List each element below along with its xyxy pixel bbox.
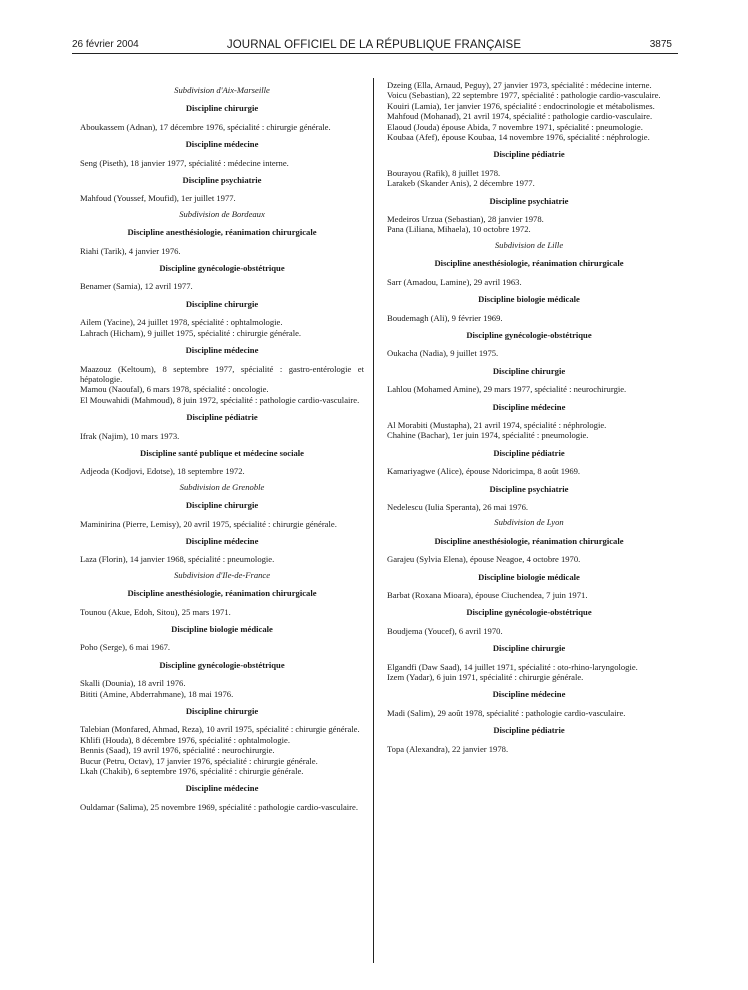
discipline-heading: Discipline gynécologie-obstétrique [159,263,285,274]
list-entry: Bourayou (Rafik), 8 juillet 1978. [387,167,501,178]
page-number: 3875 [649,39,672,50]
subdivision-heading: Subdivision de Bordeaux [179,208,265,219]
discipline-heading: Discipline médecine [492,401,566,412]
list-entry: Lahrach (Hicham), 9 juillet 1975, spécialité : chirurgie générale. [80,327,302,338]
discipline-heading: Discipline chirurgie [185,706,259,717]
list-entry: Poho (Serge), 6 mai 1967. [80,642,171,653]
discipline-heading: Discipline chirurgie [185,298,259,309]
list-entry: Boudemagh (Ali), 9 février 1969. [387,312,503,323]
discipline-heading: Discipline biologie médicale [478,294,580,305]
list-entry: Al Morabiti (Mustapha), 21 avril 1974, spécialité : néphrologie. [387,419,607,430]
list-entry: Riahi (Tarik), 4 janvier 1976. [80,245,181,256]
list-entry: Kouiri (Lamia), 1er janvier 1976, spécialité : endocrinologie et métabolismes. [387,100,655,111]
list-entry: Bennis (Saad), 19 avril 1976, spécialité : neurochirurgie. [80,745,275,756]
discipline-heading: Discipline gynécologie-obstétrique [159,659,285,670]
discipline-heading: Discipline anesthésiologie, réanimation chirurgicale [127,227,317,238]
list-entry: Kamariyagwe (Alice), épouse Ndoricimpa, 8 août 1969. [387,466,581,477]
discipline-heading: Discipline psychiatrie [182,175,262,186]
discipline-heading: Discipline médecine [185,345,259,356]
list-entry: Tounou (Akue, Edoh, Sitou), 25 mars 1971. [80,606,231,617]
list-entry: Koubaa (Afef), épouse Koubaa, 14 novembre 1976, spécialité : néphrologie. [387,132,650,143]
list-entry: Benamer (Samia), 12 avril 1977. [80,281,193,292]
discipline-heading: Discipline pédiatrie [493,725,565,736]
discipline-heading: Discipline médecine [185,783,259,794]
header-rule [72,53,678,54]
discipline-heading: Discipline biologie médicale [478,571,580,582]
list-entry: Topa (Alexandra), 22 janvier 1978. [387,743,509,754]
list-entry: Oukacha (Nadia), 9 juillet 1975. [387,348,499,359]
discipline-heading: Discipline gynécologie-obstétrique [466,607,592,618]
discipline-heading: Discipline pédiatrie [493,149,565,160]
list-entry: Boudjema (Youcef), 6 avril 1970. [387,625,503,636]
list-entry: Sarr (Amadou, Lamine), 29 avril 1963. [387,276,522,287]
list-entry: Mamou (Naoufal), 6 mars 1978, spécialité : oncologie. [80,384,269,395]
list-entry: Madi (Salim), 29 août 1978, spécialité : pathologie cardio-vasculaire. [387,707,626,718]
discipline-heading: Discipline pédiatrie [493,447,565,458]
discipline-heading: Discipline pédiatrie [186,412,258,423]
list-entry: Larakeb (Skander Anis), 2 décembre 1977. [387,178,535,189]
list-entry: Medeiros Urzua (Sebastian), 28 janvier 1978. [387,214,544,225]
discipline-heading: Discipline médecine [492,689,566,700]
list-entry: Chahine (Bachar), 1er juin 1974, spécialité : pneumologie. [387,430,589,441]
list-entry: Ifrak (Najim), 10 mars 1973. [80,430,180,441]
list-entry: Bucur (Petru, Octav), 17 janvier 1976, spécialité : chirurgie générale. [80,755,318,766]
discipline-heading: Discipline psychiatrie [489,483,569,494]
list-entry: Barbat (Roxana Mioara), épouse Ciuchendea, 7 juin 1971. [387,590,588,600]
list-entry: Maminirina (Pierre, Lemisy), 20 avril 1975, spécialité : chirurgie générale. [80,518,337,529]
list-entry: Lkah (Chakib), 6 septembre 1976, spécialité : chirurgie générale. [80,766,304,777]
page-header [0,33,748,53]
list-entry: Aboukassem (Adnan), 17 décembre 1976, spécialité : chirurgie générale. [80,121,331,132]
list-entry: Khlifi (Houda), 8 décembre 1976, spécialité : ophtalmologie. [80,734,291,745]
list-entry: Mahfoud (Youssef, Moufid), 1er juillet 1977. [80,193,236,204]
list-entry: Maazouz (Keltoum), 8 septembre 1977, spécialité : gastro-entérologie et hépatologie. [80,363,364,384]
list-entry: Garajeu (Sylvia Elena), épouse Neagoe, 4 octobre 1970. [387,554,581,565]
discipline-heading: Discipline chirurgie [185,500,259,511]
discipline-heading: Discipline médecine [185,535,259,546]
list-entry: Skalli (Dounia), 18 avril 1976. [80,678,186,689]
list-entry: Adjeoda (Kodjovi, Edotse), 18 septembre 1972. [80,466,245,477]
discipline-heading: Discipline anesthésiologie, réanimation chirurgicale [127,588,317,599]
right-column [387,80,671,754]
subdivision-heading: Subdivision de Lyon [494,517,564,528]
discipline-heading: Discipline médecine [185,139,259,150]
list-entry: Ailem (Yacine), 24 juillet 1978, spécialité : ophtalmologie. [80,317,283,328]
discipline-heading: Discipline gynécologie-obstétrique [466,329,592,340]
subdivision-heading: Subdivision d'Aix-Marseille [174,85,270,95]
column-divider [373,78,374,963]
subdivision-heading: Subdivision d'Ile-de-France [173,569,271,580]
discipline-heading: Discipline psychiatrie [489,195,569,206]
list-entry: Lahlou (Mohamed Amine), 29 mars 1977, spécialité : neurochirurgie. [387,384,627,395]
discipline-heading: Discipline anesthésiologie, réanimation chirurgicale [434,258,624,269]
list-entry: Izem (Yadar), 6 juin 1971, spécialité : chirurgie générale. [387,672,584,683]
discipline-heading: Discipline chirurgie [185,103,259,114]
list-entry: Seng (Piseth), 18 janvier 1977, spécialité : médecine interne. [80,157,289,168]
subdivision-heading: Subdivision de Lille [494,239,564,250]
list-entry: Voicu (Sebastian), 22 septembre 1977, spécialité : pathologie cardio-vasculaire. [387,90,661,101]
discipline-heading: Discipline anesthésiologie, réanimation chirurgicale [434,535,624,546]
discipline-heading: Discipline chirurgie [492,643,566,654]
discipline-heading: Discipline santé publique et médecine sociale [140,447,304,458]
discipline-heading: Discipline chirurgie [492,365,566,376]
subdivision-heading: Subdivision de Grenoble [179,481,265,492]
list-entry: Mahfoud (Mohanad), 21 avril 1974, spécialité : pathologie cardio-vasculaire. [387,111,653,122]
list-entry: Elaoud (Jouda) épouse Abida, 7 novembre 1971, spécialité : pneumologie. [387,121,643,132]
list-entry: Talebian (Monfared, Ahmad, Reza), 10 avril 1975, spécialité : chirurgie générale. [80,724,360,735]
list-entry: Nedelescu (Iulia Speranta), 26 mai 1976. [387,501,529,512]
list-entry: Laza (Florin), 14 janvier 1968, spécialité : pneumologie. [80,554,275,565]
list-entry: Elgandfi (Daw Saad), 14 juillet 1971, spécialité : oto-rhino-laryngologie. [387,661,638,672]
list-entry: Pana (Liliana, Mihaela), 10 octobre 1972. [387,224,531,235]
list-entry: Ouldamar (Salima), 25 novembre 1969, spécialité : pathologie cardio-vasculaire. [80,801,359,812]
list-entry: Dzeing (Ella, Arnaud, Peguy), 27 janvier 1973, spécialité : médecine interne. [387,80,652,90]
list-entry: Bititi (Amine, Abderrahmane), 18 mai 1976. [80,688,234,699]
left-column [80,80,364,812]
issue-date: 26 février 2004 [72,39,139,50]
list-entry: El Mouwahidi (Mahmoud), 8 juin 1972, spécialité : pathologie cardio-vasculaire. [80,394,360,405]
discipline-heading: Discipline biologie médicale [171,624,273,634]
journal-title: JOURNAL OFFICIEL DE LA RÉPUBLIQUE FRANÇAISE [226,39,522,51]
